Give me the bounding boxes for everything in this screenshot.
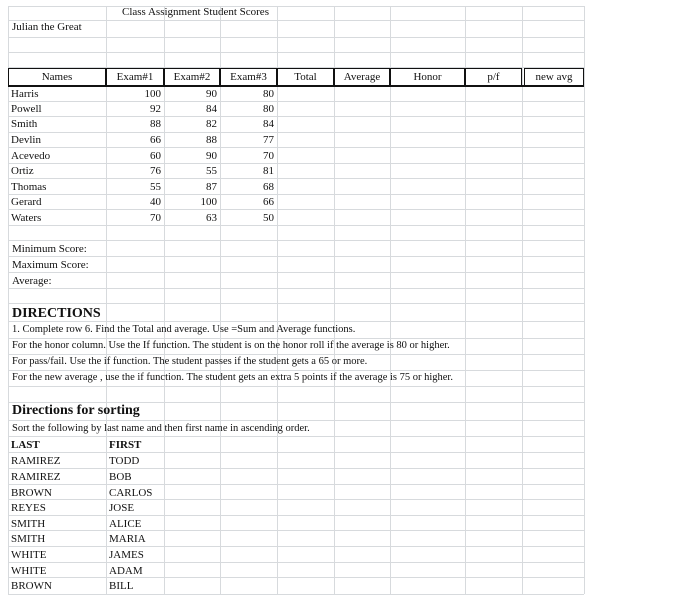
max-score-label: Maximum Score: <box>12 259 89 271</box>
first-name: ALICE <box>109 518 142 530</box>
exam2-score: 63 <box>206 212 217 224</box>
last-name: RAMIREZ <box>11 471 61 483</box>
student-name: Smith <box>11 118 38 130</box>
header-new-avg: new avg <box>535 71 573 83</box>
list-item <box>0 531 700 547</box>
exam3-score: 84 <box>263 118 274 130</box>
student-name: Harris <box>11 88 39 100</box>
average-label: Average: <box>12 275 52 287</box>
student-name: Waters <box>11 212 42 224</box>
exam1-score: 70 <box>150 212 161 224</box>
exam3-score: 66 <box>263 196 274 208</box>
author-cell: Julian the Great <box>12 21 82 33</box>
exam2-score: 88 <box>206 134 217 146</box>
last-name: RAMIREZ <box>11 455 61 467</box>
first-name: JAMES <box>109 549 144 561</box>
student-name: Gerard <box>11 196 42 208</box>
exam3-score: 80 <box>263 88 274 100</box>
list-item <box>0 500 700 516</box>
exam1-score: 66 <box>150 134 161 146</box>
list-item <box>0 469 700 485</box>
exam3-score: 50 <box>263 212 274 224</box>
list-item <box>0 453 700 469</box>
student-name: Ortiz <box>11 165 34 177</box>
sheet-title: Class Assignment Student Scores <box>122 6 269 18</box>
min-score-label: Minimum Score: <box>12 243 87 255</box>
exam2-score: 82 <box>206 118 217 130</box>
list-item <box>0 578 700 594</box>
first-name: BOB <box>109 471 132 483</box>
sort-header-last: LAST <box>11 439 40 451</box>
exam1-score: 76 <box>150 165 161 177</box>
first-name: CARLOS <box>109 487 153 499</box>
exam2-score: 100 <box>200 196 217 208</box>
sorting-title: Directions for sorting <box>12 403 140 418</box>
exam1-score: 55 <box>150 181 161 193</box>
exam2-score: 90 <box>206 88 217 100</box>
student-name: Acevedo <box>11 150 51 162</box>
directions-line-2: For the honor column. Use the If function. The student is on the honor roll if the average is 80 or higher. <box>12 340 450 351</box>
header-names: Names <box>41 71 73 83</box>
exam3-score: 81 <box>263 165 274 177</box>
exam1-score: 92 <box>150 103 161 115</box>
directions-line-4: For the new average , use the if function. The student gets an extra 5 points if the average is 75 or higher. <box>12 372 453 383</box>
exam1-score: 40 <box>150 196 161 208</box>
last-name: BROWN <box>11 580 52 592</box>
exam2-score: 84 <box>206 103 217 115</box>
last-name: SMITH <box>11 533 46 545</box>
exam3-score: 68 <box>263 181 274 193</box>
exam2-score: 90 <box>206 150 217 162</box>
last-name: BROWN <box>11 487 52 499</box>
first-name: ADAM <box>109 565 143 577</box>
directions-line-3: For pass/fail. Use the if function. The student passes if the student gets a 65 or more. <box>12 356 368 367</box>
directions-title: DIRECTIONS <box>12 306 101 321</box>
student-name: Devlin <box>11 134 41 146</box>
exam3-score: 77 <box>263 134 274 146</box>
sort-header-row <box>0 437 700 453</box>
last-name: SMITH <box>11 518 46 530</box>
student-name: Thomas <box>11 181 47 193</box>
header-exam3: Exam#3 <box>230 71 267 83</box>
exam2-score: 87 <box>206 181 217 193</box>
header-honor: Honor <box>413 71 442 83</box>
exam1-score: 100 <box>144 88 161 100</box>
first-name: BILL <box>109 580 134 592</box>
student-name: Powell <box>11 103 42 115</box>
header-exam1: Exam#1 <box>116 71 154 83</box>
sorting-instruction: Sort the following by last name and then first name in ascending order. <box>12 423 310 434</box>
exam2-score: 55 <box>206 165 217 177</box>
first-name: TODD <box>109 455 140 467</box>
last-name: WHITE <box>11 549 47 561</box>
exam3-score: 70 <box>263 150 274 162</box>
directions-line-1: 1. Complete row 6. Find the Total and average. Use =Sum and Average functions. <box>12 324 356 335</box>
header-average: Average <box>343 71 381 83</box>
first-name: MARIA <box>109 533 146 545</box>
header-exam2: Exam#2 <box>173 71 211 83</box>
header-pf: p/f <box>487 71 500 83</box>
exam1-score: 60 <box>150 150 161 162</box>
sort-header-first: FIRST <box>109 439 142 451</box>
last-name: WHITE <box>11 565 47 577</box>
last-name: REYES <box>11 502 46 514</box>
exam1-score: 88 <box>150 118 161 130</box>
exam3-score: 80 <box>263 103 274 115</box>
header-total: Total <box>294 71 317 83</box>
list-item <box>0 547 700 563</box>
first-name: JOSE <box>109 502 135 514</box>
